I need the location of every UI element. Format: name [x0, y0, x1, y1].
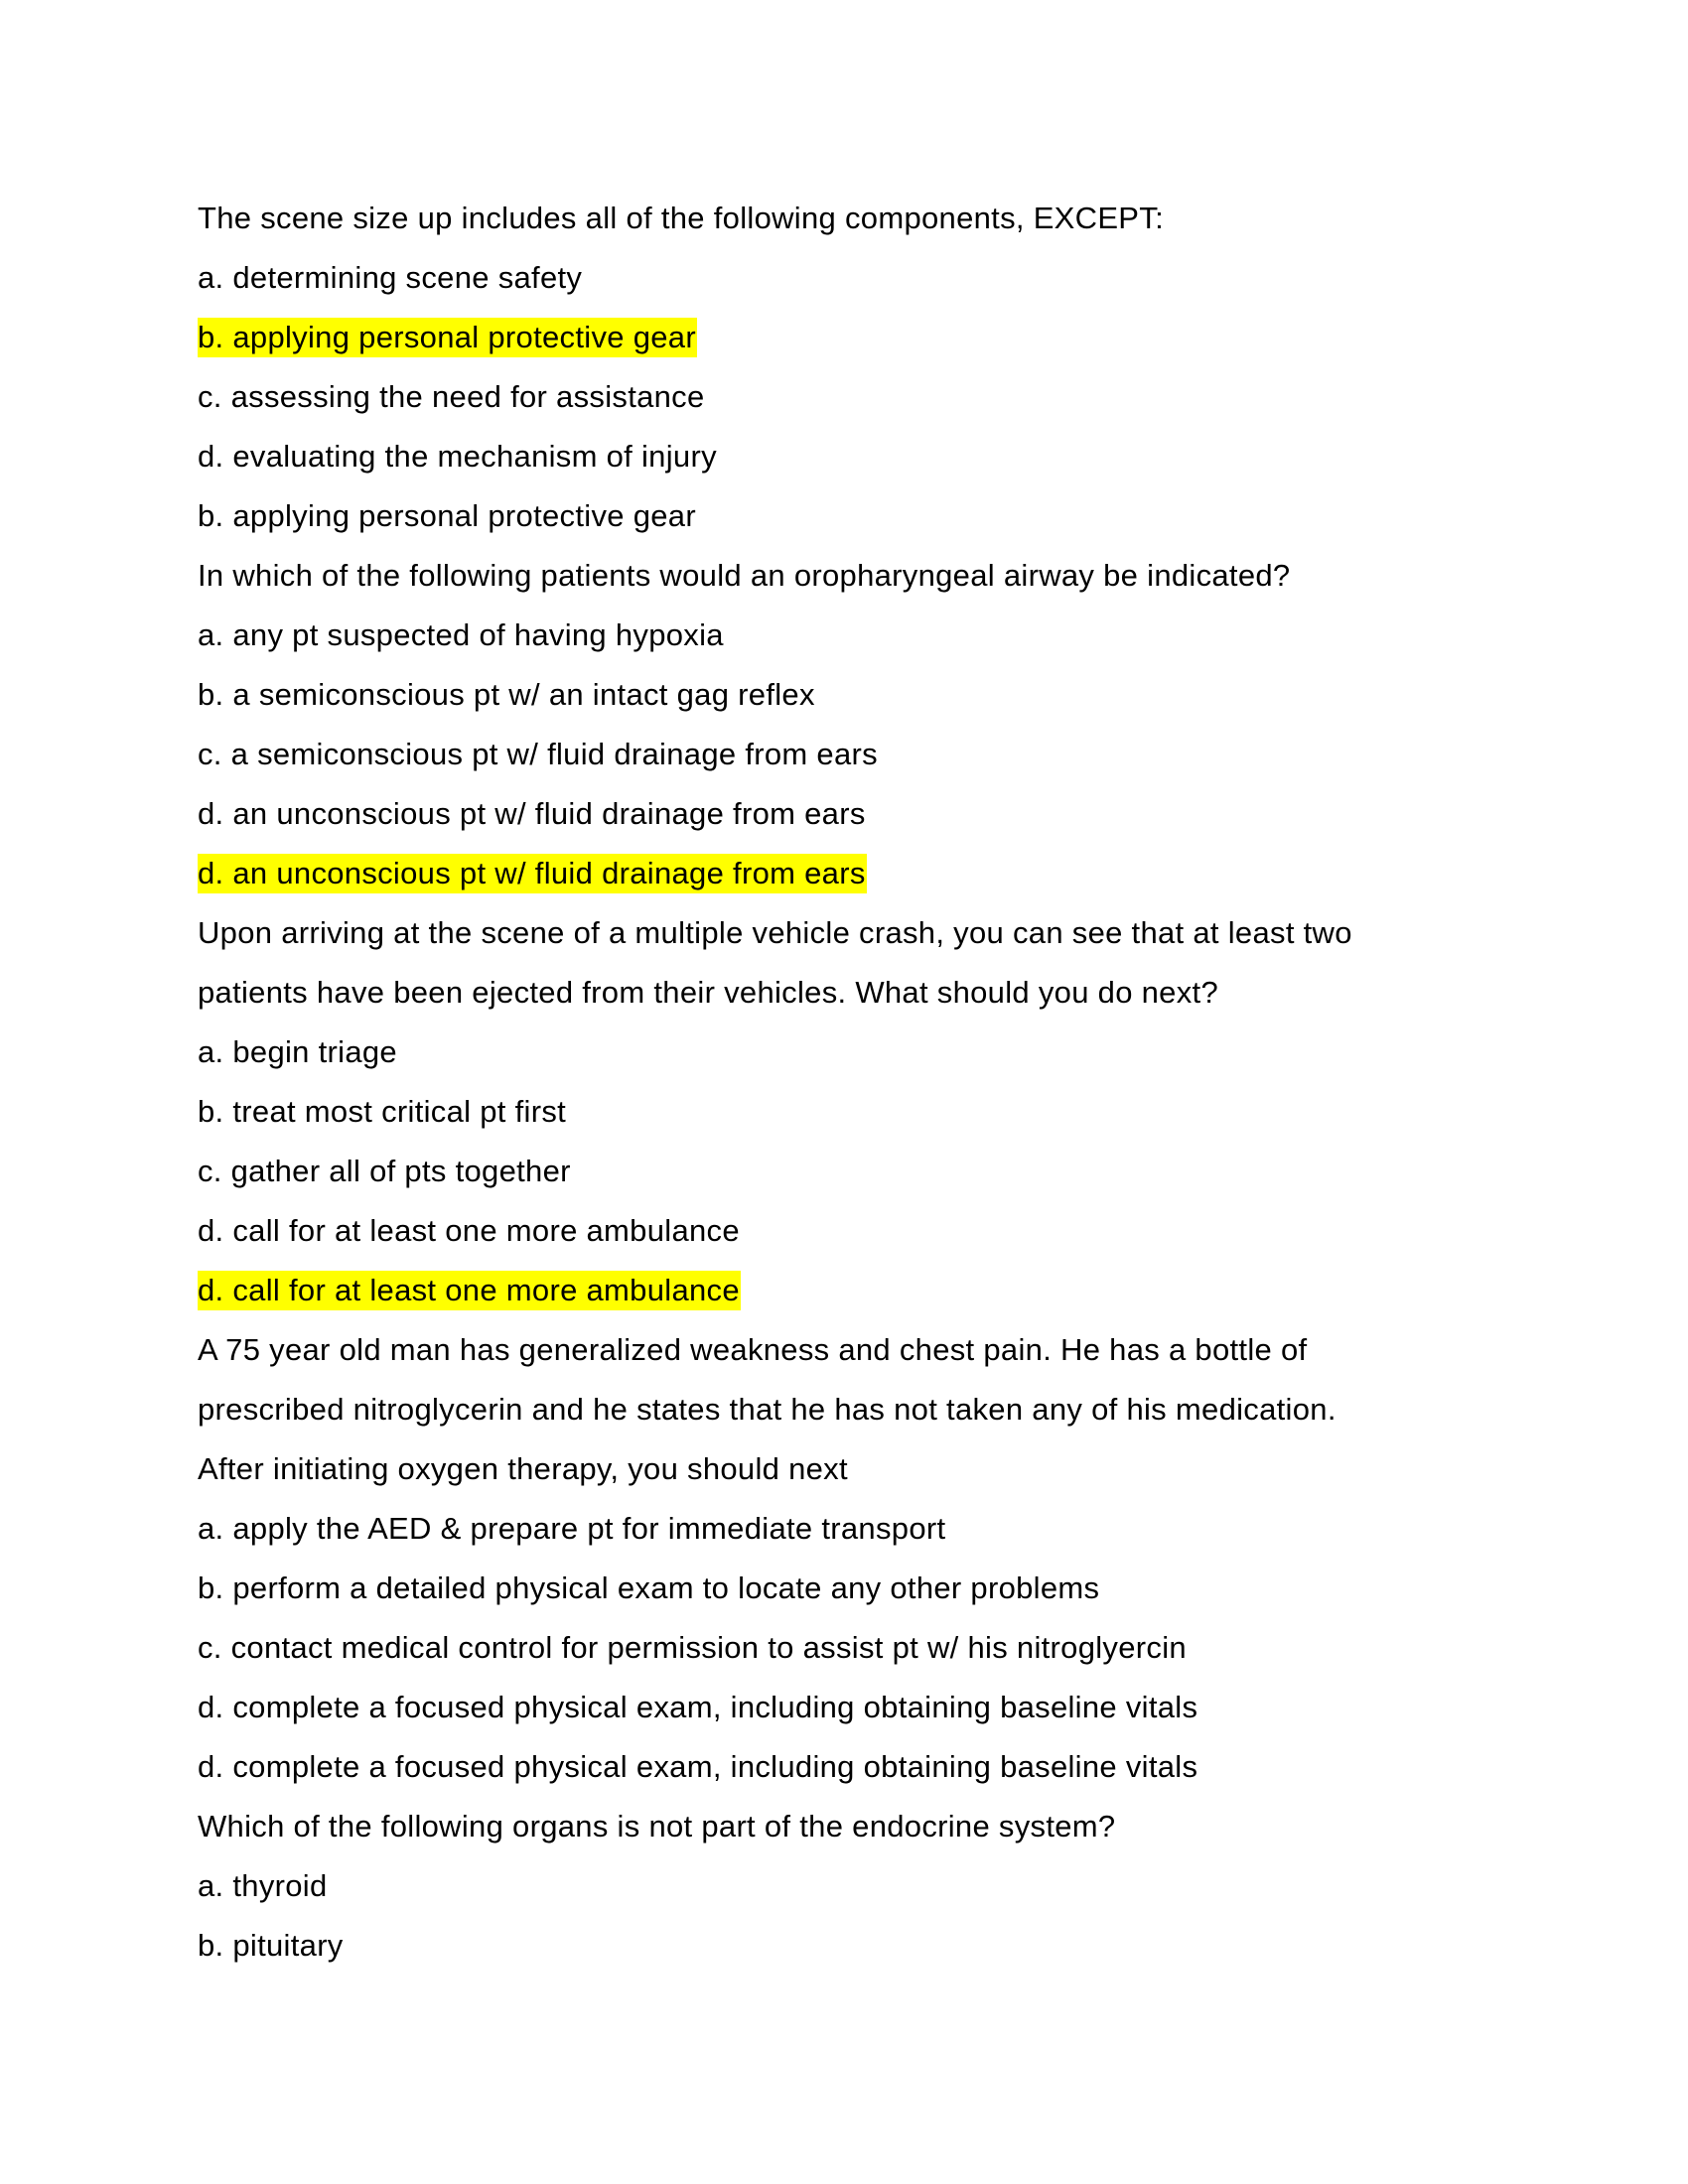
answer-key: b. applying personal protective gear	[198, 498, 696, 533]
question-text: A 75 year old man has generalized weakness and chest pain. He has a bottle of	[198, 1332, 1308, 1367]
highlighted-answer: d. an unconscious pt w/ fluid drainage from ears	[198, 854, 1488, 913]
answer-option: d. an unconscious pt w/ fluid drainage from ears	[198, 796, 866, 831]
answer-option: a. thyroid	[198, 1868, 328, 1903]
answer-option: b. pituitary	[198, 1928, 344, 1963]
answer-option: c. a semiconscious pt w/ fluid drainage from ears	[198, 737, 878, 771]
question-text: prescribed nitroglycerin and he states that he has not taken any of his medication.	[198, 1392, 1336, 1427]
question-text: Upon arriving at the scene of a multiple vehicle crash, you can see that at least two	[198, 915, 1352, 950]
answer-option: b. a semiconscious pt w/ an intact gag reflex	[198, 677, 815, 712]
answer-option: a. any pt suspected of having hypoxia	[198, 617, 724, 652]
answer-option: a. apply the AED & prepare pt for immediate transport	[198, 1511, 946, 1546]
answer-key: d. complete a focused physical exam, including obtaining baseline vitals	[198, 1749, 1198, 1784]
answer-option: c. assessing the need for assistance	[198, 379, 705, 414]
answer-option: a. begin triage	[198, 1034, 397, 1069]
answer-option: b. perform a detailed physical exam to locate any other problems	[198, 1570, 1100, 1605]
highlighted-answer: b. applying personal protective gear	[198, 318, 1488, 377]
question-text: patients have been ejected from their vehicles. What should you do next?	[198, 975, 1218, 1010]
question-text: Which of the following organs is not part of the endocrine system?	[198, 1809, 1116, 1843]
answer-option: a. determining scene safety	[198, 260, 583, 295]
question-text: In which of the following patients would an oropharyngeal airway be indicated?	[198, 558, 1291, 593]
highlighted-answer: d. call for at least one more ambulance	[198, 1271, 1488, 1330]
answer-option: c. contact medical control for permission to assist pt w/ his nitroglyercin	[198, 1630, 1187, 1665]
answer-option: c. gather all of pts together	[198, 1154, 571, 1188]
document-content	[198, 199, 1488, 1985]
question-text: The scene size up includes all of the following components, EXCEPT:	[198, 201, 1165, 235]
answer-option: d. evaluating the mechanism of injury	[198, 439, 717, 474]
answer-option: d. complete a focused physical exam, including obtaining baseline vitals	[198, 1690, 1198, 1724]
answer-option: b. treat most critical pt first	[198, 1094, 567, 1129]
question-text: After initiating oxygen therapy, you should next	[198, 1451, 848, 1486]
answer-option: d. call for at least one more ambulance	[198, 1213, 740, 1248]
